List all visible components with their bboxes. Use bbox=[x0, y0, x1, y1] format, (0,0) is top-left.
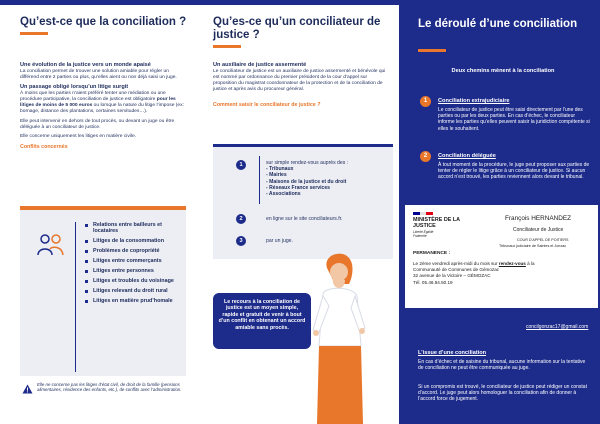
path-text: Le conciliateur de justice peut être saisi directement par l’une des parties ou par les deux parties. En cas d’échec, le conciliateur informe les parties qu’elles peuvent saisir la juridiction compétente si elles le souhaitent. bbox=[438, 107, 590, 132]
text: Le 2ème vendredi après-midi du mois sur bbox=[413, 261, 499, 266]
subheading: Un auxiliaire de justice assermenté bbox=[213, 62, 307, 68]
flag-red bbox=[426, 212, 433, 215]
text: À moins que les parties n’aient préféré tenter une médiation ou une procédure participative, la conciliation de justice est obligatoire bbox=[20, 91, 166, 103]
conciliator-name: François HERNANDEZ bbox=[505, 215, 572, 222]
step-badge: 3 bbox=[236, 236, 246, 246]
page-title: Qu’est-ce que la conciliation ? bbox=[20, 16, 187, 28]
top-bar bbox=[0, 0, 199, 5]
place-item: - Maisons de la justice et du droit bbox=[266, 178, 347, 185]
warning-icon bbox=[22, 384, 33, 394]
text-bold: rendez-vous bbox=[498, 261, 526, 266]
section-subtitle: Deux chemins mènent à la conciliation bbox=[451, 68, 555, 74]
speech-bubble: Le recours à la conciliation de justice est un moyen simple, rapide et gratuit de venir à bout d’un conflit en obtenant un accord amiable sans procès. bbox=[213, 293, 311, 349]
woman-illustration bbox=[305, 250, 373, 424]
step-text: en ligne sur le site conciliateurs.fr. bbox=[266, 216, 343, 222]
divider bbox=[259, 156, 260, 204]
conciliation-body bbox=[20, 62, 185, 150]
people-icon bbox=[35, 233, 65, 257]
list-item: Litiges relevant du droit rural bbox=[85, 288, 183, 294]
title-underline bbox=[20, 32, 48, 35]
title-underline bbox=[418, 49, 446, 52]
text: ou lorsque la nature du litige l’impose (ex: bornage, distance des plantations, certaines servitudes…). bbox=[20, 103, 184, 115]
number-badge: 2 bbox=[420, 151, 431, 162]
paragraph: Le conciliateur de justice est un auxiliaire de justice assermenté et bénévole qui est nommé par ordonnance du premier président de la cour d’appel sur proposition du magistrat coordonnateur de la protection et de la conciliation de justice et après avis du procureur général. bbox=[213, 69, 386, 93]
conflicts-list bbox=[85, 222, 183, 308]
subheading: Une évolution de la justice vers un monde apaisé bbox=[20, 62, 151, 68]
conciliateur-body bbox=[213, 62, 389, 108]
conflicts-title: Conflits concernés bbox=[20, 143, 68, 150]
place-item: - Tribunaux bbox=[266, 166, 294, 173]
step-text bbox=[266, 160, 386, 197]
outcome-text: En cas d’échec et de saisine du tribunal, aucune information sur la tentative de conciliation ne peut être communiquée au juge. bbox=[418, 359, 586, 372]
step-badge: 1 bbox=[236, 160, 246, 170]
list-item: Litiges de la consommation bbox=[85, 238, 183, 244]
list-item: Litiges et troubles du voisinage bbox=[85, 278, 183, 284]
place-item: - Associations bbox=[266, 191, 301, 198]
path-text: À tout moment de la procédure, le juge peut proposer aux parties de tenter de régler le litige grâce à un conciliateur de justice. Si aucun accord n’est trouvé, les parties reviennent alors devant le tribunal. bbox=[438, 162, 590, 181]
tribunal-name: Tribunaux judiciaire de Saintes et Jonzac bbox=[499, 244, 567, 248]
conciliateur-heading-block bbox=[213, 16, 393, 48]
list-item: Litiges en matière prud’homale bbox=[85, 298, 183, 304]
paragraph: Elle concerne uniquement les litiges en matière civile. bbox=[20, 133, 137, 139]
place-item: - Mairies bbox=[266, 172, 287, 179]
section-title: Qu’es-ce qu’un conciliateur de justice ? bbox=[213, 16, 381, 41]
conciliation-heading-block bbox=[20, 16, 190, 35]
motto: Liberté Égalité Fraternité bbox=[413, 230, 434, 238]
business-card bbox=[405, 205, 598, 308]
top-bar bbox=[199, 0, 399, 5]
paragraph bbox=[20, 91, 185, 115]
conciliator-role: Conciliateur de Justice bbox=[513, 227, 564, 233]
text: à la bbox=[525, 261, 535, 266]
number-badge: 1 bbox=[420, 96, 431, 107]
paragraph: Elle peut intervenir en dehors de tout procès, ou devant un juge ou être déléguée à un conciliateur de justice. bbox=[20, 118, 175, 130]
path-heading: Conciliation déléguée bbox=[438, 153, 496, 159]
place-item: - Réseaux France services bbox=[266, 184, 330, 191]
address-line: Communauté de Communes de Gémozac bbox=[413, 267, 500, 273]
outcome-text: Si un compromis est trouvé, le conciliateur de justice peut rédiger un constat d’accord. Le juge peut alors homologuer la conciliation afin de donner à l’accord force de jugement. bbox=[418, 384, 587, 403]
list-item: Problèmes de copropriété bbox=[85, 248, 183, 254]
footnote: Elle ne concerne pas les litiges d’état civil, de droit de la famille (pensions alimentaires, résidence des enfants, etc.), de conflits avec l’administration. bbox=[37, 382, 182, 393]
howto-title: Comment saisir le conciliateur de justice ? bbox=[213, 102, 321, 109]
divider bbox=[75, 222, 76, 372]
permanence-details bbox=[413, 261, 593, 286]
permanence-label: PERMANENCE : bbox=[413, 251, 451, 256]
list-item: Litiges entre personnes bbox=[85, 268, 183, 274]
list-item: Litiges entre commerçants bbox=[85, 258, 183, 264]
section-title: Le déroulé d’une conciliation bbox=[418, 18, 578, 30]
step-text: par un juge. bbox=[266, 238, 293, 244]
paragraph: La conciliation permet de trouver une solution amiable pour régler un différend entre 2 parties ou plus, qu’elles aient ou non déjà saisi un juge. bbox=[20, 69, 177, 81]
list-item: Relations entre bailleurs et locataires bbox=[85, 222, 183, 235]
title-underline bbox=[213, 45, 241, 48]
flag-blue bbox=[413, 212, 420, 215]
path-heading: Conciliation extrajudiciaire bbox=[438, 98, 510, 104]
outcome-heading: L’issue d’une conciliation bbox=[418, 350, 487, 356]
text-bold: pour les litiges de moins de 5 000 euros bbox=[20, 97, 176, 109]
email-link[interactable]: concilgonzac17@gmail.com bbox=[526, 324, 589, 330]
step-badge: 2 bbox=[236, 214, 246, 224]
court-name: COUR D’APPEL DE POITIERS bbox=[517, 238, 569, 242]
phone-line: Tél. 05.46.94.50.19 bbox=[413, 279, 453, 285]
howto-strip bbox=[213, 144, 393, 147]
step-label: sur simple rendez-vous auprès des : bbox=[266, 160, 349, 166]
subheading: Un passage obligé lorsqu’un litige surgit bbox=[20, 84, 129, 91]
ministry-logo-text: MINISTÈRE DE LA JUSTICE bbox=[413, 217, 460, 229]
address-line: 32 avenue de la Victoire – GÉMOZAC bbox=[413, 273, 491, 279]
